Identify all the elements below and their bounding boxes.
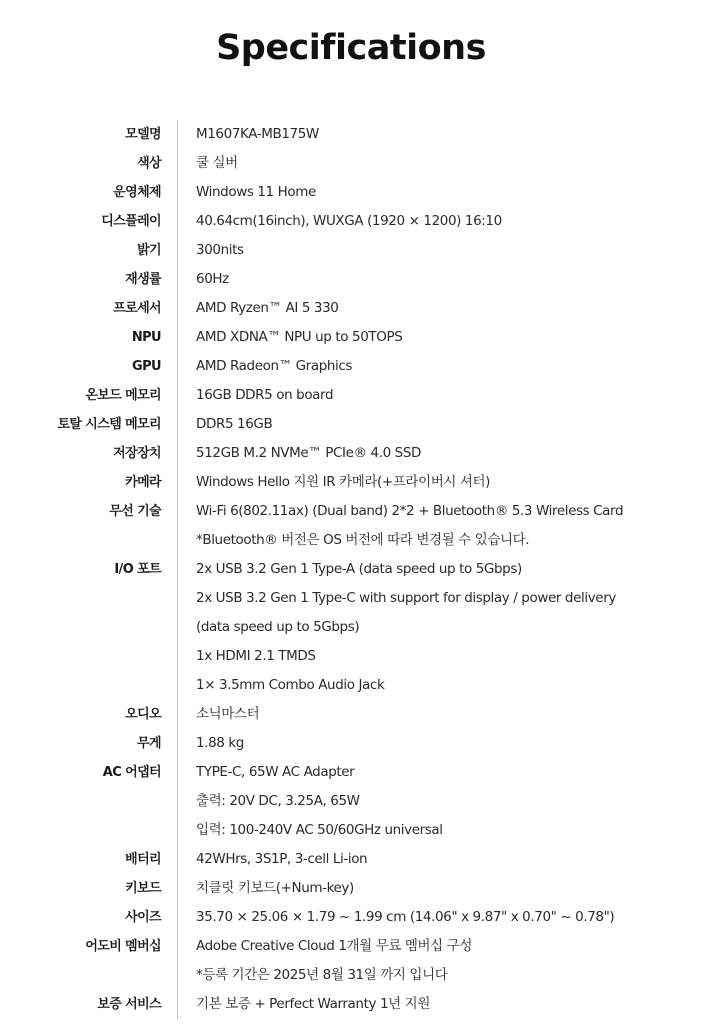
- spec-value: 1.88 kg: [196, 735, 244, 751]
- spec-value: *Bluetooth® 버전은 OS 버전에 따라 변경될 수 있습니다.: [196, 532, 530, 548]
- spec-values: [178, 845, 702, 874]
- spec-row: [0, 207, 702, 236]
- spec-values: [178, 932, 702, 990]
- spec-value: 2x USB 3.2 Gen 1 Type-A (data speed up to 5Gbps): [196, 561, 522, 577]
- spec-label: 사이즈: [125, 910, 161, 925]
- spec-values: [178, 903, 702, 932]
- spec-value: 1x HDMI 2.1 TMDS: [196, 648, 316, 664]
- spec-row: [0, 236, 702, 265]
- spec-values: [178, 149, 702, 178]
- spec-values: [178, 468, 702, 497]
- spec-value: 512GB M.2 NVMe™ PCIe® 4.0 SSD: [196, 445, 422, 461]
- spec-row: [0, 497, 702, 555]
- spec-row: [0, 149, 702, 178]
- spec-values: [178, 294, 702, 323]
- spec-value: 42WHrs, 3S1P, 3-cell Li-ion: [196, 851, 368, 867]
- spec-values: [178, 323, 702, 352]
- spec-label: 모델명: [125, 127, 161, 142]
- spec-label: NPU: [131, 330, 161, 345]
- spec-label: 토탈 시스템 메모리: [57, 417, 161, 432]
- spec-value: 기본 보증 + Perfect Warranty 1년 지원: [196, 996, 430, 1012]
- spec-label: 카메라: [125, 475, 161, 490]
- spec-row: [0, 555, 702, 700]
- spec-values: [178, 874, 702, 903]
- spec-value: 입력: 100-240V AC 50/60GHz universal: [196, 822, 443, 838]
- spec-label: 무선 기술: [109, 504, 161, 519]
- spec-value: AMD XDNA™ NPU up to 50TOPS: [196, 329, 403, 345]
- spec-row: [0, 758, 702, 845]
- spec-label: 무게: [137, 736, 161, 751]
- spec-value: M1607KA-MB175W: [196, 126, 319, 142]
- spec-value: DDR5 16GB: [196, 416, 273, 432]
- spec-values: [178, 555, 702, 700]
- spec-row: [0, 323, 702, 352]
- spec-value: 300nits: [196, 242, 244, 258]
- spec-value: (data speed up to 5Gbps): [196, 619, 360, 635]
- spec-values: [178, 729, 702, 758]
- spec-row: [0, 729, 702, 758]
- spec-values: [178, 352, 702, 381]
- spec-values: [178, 236, 702, 265]
- spec-value: 출력: 20V DC, 3.25A, 65W: [196, 793, 360, 809]
- spec-table: [0, 120, 702, 1019]
- spec-value: Windows Hello 지원 IR 카메라(+프라이버시 셔터): [196, 474, 491, 490]
- spec-label: 재생률: [125, 272, 161, 287]
- spec-row: [0, 439, 702, 468]
- spec-label: 온보드 메모리: [85, 388, 161, 403]
- spec-values: [178, 207, 702, 236]
- spec-label: 오디오: [125, 707, 161, 722]
- spec-row: [0, 903, 702, 932]
- spec-label: 프로세서: [113, 301, 161, 316]
- spec-label: 색상: [137, 156, 161, 171]
- spec-values: [178, 381, 702, 410]
- spec-row: [0, 178, 702, 207]
- spec-label: 디스플레이: [101, 214, 161, 229]
- spec-label: 배터리: [125, 852, 161, 867]
- spec-row: [0, 990, 702, 1019]
- spec-value: 1× 3.5mm Combo Audio Jack: [196, 677, 385, 693]
- spec-value: AMD Radeon™ Graphics: [196, 358, 353, 374]
- spec-row: [0, 265, 702, 294]
- spec-values: [178, 990, 702, 1019]
- spec-values: [178, 178, 702, 207]
- spec-row: [0, 468, 702, 497]
- spec-label: GPU: [132, 359, 161, 374]
- spec-value: Windows 11 Home: [196, 184, 316, 200]
- spec-row: [0, 874, 702, 903]
- spec-value: TYPE-C, 65W AC Adapter: [196, 764, 355, 780]
- spec-label: 밝기: [137, 243, 161, 258]
- spec-value: 소닉마스터: [196, 706, 260, 722]
- spec-value: 60Hz: [196, 271, 229, 287]
- spec-value: 쿨 실버: [196, 155, 238, 171]
- spec-label: 운영체제: [113, 185, 161, 200]
- spec-value: 40.64cm(16inch), WUXGA (1920 × 1200) 16:10: [196, 213, 502, 229]
- spec-label: 저장장치: [113, 446, 161, 461]
- spec-label: 보증 서비스: [97, 997, 161, 1012]
- spec-values: [178, 758, 702, 845]
- spec-value: Wi-Fi 6(802.11ax) (Dual band) 2*2 + Bluetooth® 5.3 Wireless Card: [196, 503, 624, 519]
- spec-values: [178, 700, 702, 729]
- spec-values: [178, 439, 702, 468]
- spec-label: I/O 포트: [114, 562, 161, 577]
- spec-row: [0, 120, 702, 149]
- spec-value: 16GB DDR5 on board: [196, 387, 334, 403]
- spec-label: 어도비 멤버십: [85, 939, 161, 954]
- spec-values: [178, 265, 702, 294]
- spec-row: [0, 381, 702, 410]
- spec-values: [178, 120, 702, 149]
- spec-value: AMD Ryzen™ AI 5 330: [196, 300, 339, 316]
- spec-value: 2x USB 3.2 Gen 1 Type-C with support for display / power delivery: [196, 590, 616, 606]
- spec-value: *등록 기간은 2025년 8월 31일 까지 입니다: [196, 967, 448, 983]
- page-title: Specifications: [216, 28, 486, 68]
- spec-row: [0, 932, 702, 990]
- spec-value: 치클릿 키보드(+Num-key): [196, 880, 354, 896]
- spec-values: [178, 410, 702, 439]
- spec-values: [178, 497, 702, 555]
- spec-value: 35.70 × 25.06 × 1.79 ~ 1.99 cm (14.06" x 9.87" x 0.70" ~ 0.78"): [196, 909, 615, 925]
- spec-row: [0, 845, 702, 874]
- spec-value: Adobe Creative Cloud 1개월 무료 멤버십 구성: [196, 938, 472, 954]
- spec-row: [0, 294, 702, 323]
- spec-row: [0, 410, 702, 439]
- spec-row: [0, 352, 702, 381]
- spec-label: 키보드: [125, 881, 161, 896]
- spec-row: [0, 700, 702, 729]
- spec-label: AC 어댑터: [102, 765, 161, 780]
